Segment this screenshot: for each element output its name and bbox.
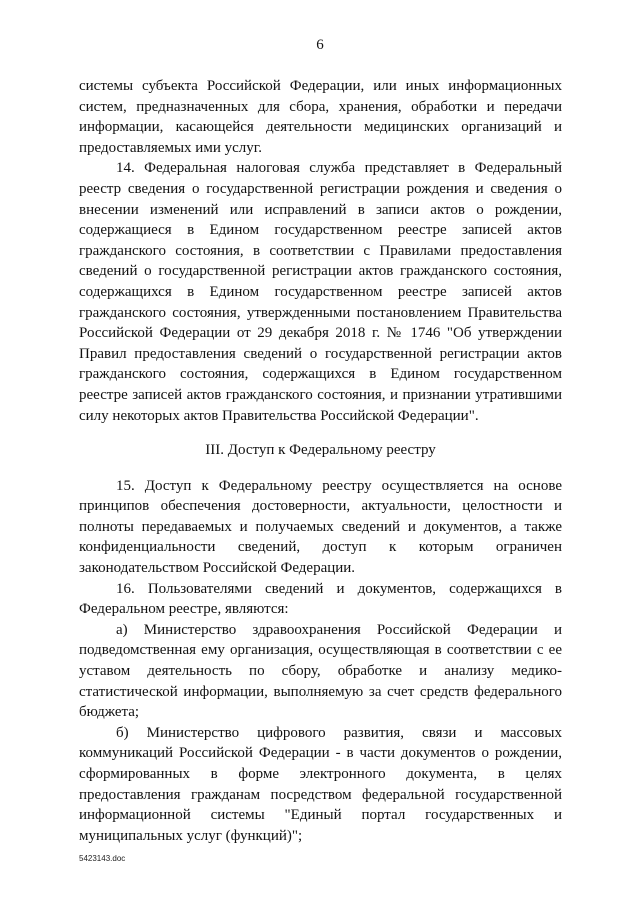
document-filename: 5423143.doc [79,854,126,863]
section-heading: III. Доступ к Федеральному реестру [205,442,436,459]
paragraph-15: 15. Доступ к Федеральному реестру осуществляется на основе принципов обеспечения достоверности, актуальности, целостности и полноты передаваемых и получаемых сведений и документов, а также конфиденциальности сведений, доступ к которым ограничен законодательством Российской Федерации. [79,477,562,577]
page-number: 6 [316,37,324,53]
paragraph-14: 14. Федеральная налоговая служба представляет в Федеральный реестр сведения о государственной регистрации рождения и сведения о внесении изменений или исправлений в записи актов о рождении, содержащиеся в Едином государственном реестре записей актов гражданского состояния, в соответствии с Правилами предоставления сведений о государственной регистрации актов гражданского состояния, содержащихся в Едином государственном реестре записей актов гражданского состояния, утвержденными постановлением Правительства Российской Федерации от 29 декабря 2018 г. № 1746 "Об утверждении Правил предоставления сведений о государственной регистрации актов гражданского состояния, содержащихся в Едином государственном реестре записей актов гражданского состояния, и признании утратившими силу некоторых актов Правительства Российской Федерации". [79,160,562,424]
paragraph-16: 16. Пользователями сведений и документов, содержащихся в Федеральном реестре, являются: [79,580,562,618]
document-body [79,76,562,846]
paragraph-16-b: б) Министерство цифрового развития, связи и массовых коммуникаций Российской Федерации - в части документов о рождении, сформированных в форме электронного документа, в целях предоставления гражданам посредством федеральной государственной информационной системы "Единый портал государственных и муниципальных услуг (функций)"; [79,724,562,844]
paragraph-continuation: системы субъекта Российской Федерации, или иных информационных систем, предназначенных для сбора, хранения, обработки и передачи информации, касающейся деятельности медицинских организаций и предоставляемых ими услуг. [79,78,562,156]
paragraph-16-a: а) Министерство здравоохранения Российской Федерации и подведомственная ему организация, осуществляющая в соответствии с ее уставом деятельность по сбору, обработке и анализу медико-статистической информации, выполняемую за счет средств федерального бюджета; [79,621,562,721]
